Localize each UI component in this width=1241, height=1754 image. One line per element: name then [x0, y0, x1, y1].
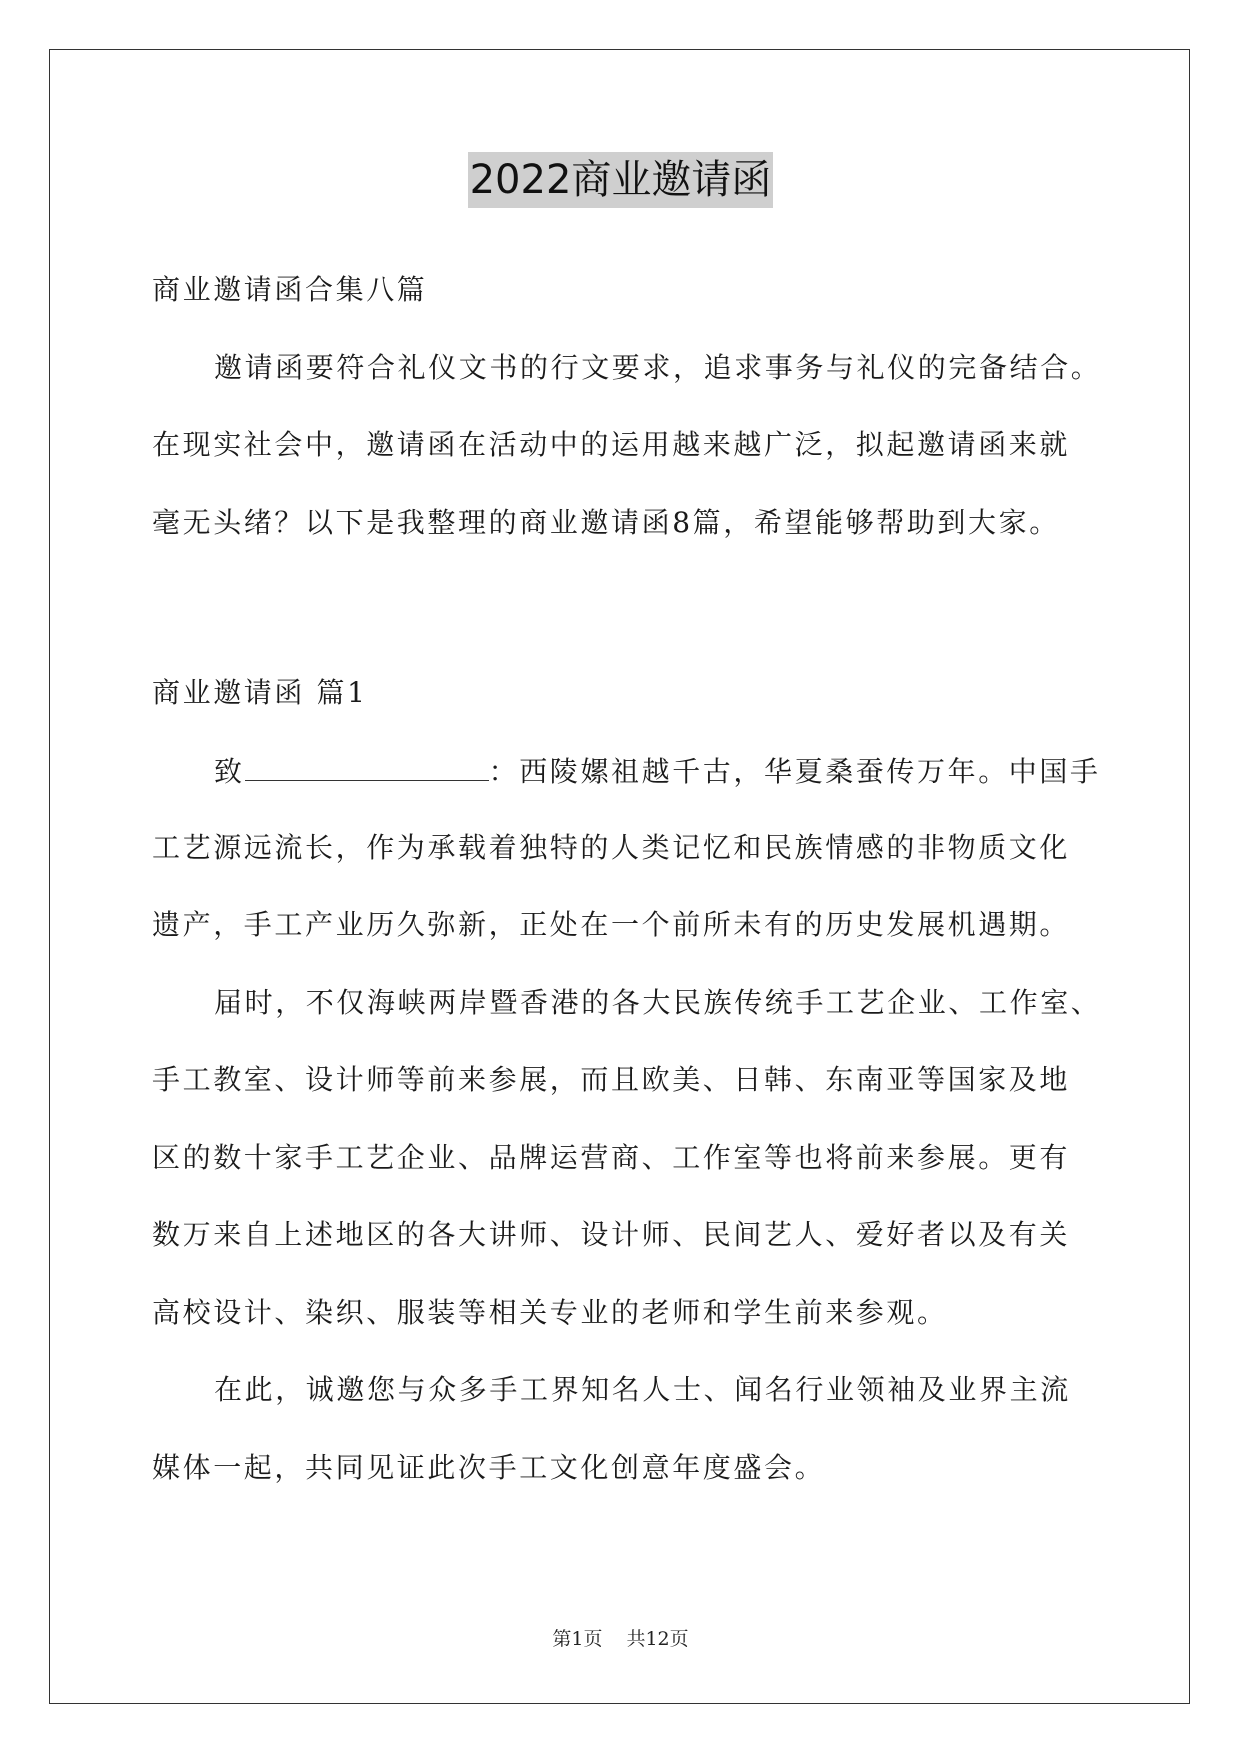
paragraph-1-line-3: 遗产，手工产业历久弥新，正处在一个前所未有的历史发展机遇期。: [152, 908, 1071, 941]
intro-line-3: 毫无头绪？以下是我整理的商业邀请函8篇，希望能够帮助到大家。: [152, 506, 1060, 539]
paragraph-1-first-line: [214, 750, 1101, 792]
paragraph-3-line-2: 媒体一起，共同见证此次手工文化创意年度盛会。: [152, 1451, 826, 1484]
page-footer: [0, 1626, 1241, 1652]
paragraph-2-line-2: 手工教室、设计师等前来参展，而且欧美、日韩、东南亚等国家及地: [152, 1063, 1071, 1096]
paragraph-2-line-5: 高校设计、染织、服装等相关专业的老师和学生前来参观。: [152, 1296, 948, 1329]
intro-line-2: 在现实社会中，邀请函在活动中的运用越来越广泛，拟起邀请函来就: [152, 428, 1071, 461]
paragraph-2-line-1: 届时，不仅海峡两岸暨香港的各大民族传统手工艺企业、工作室、: [214, 986, 1102, 1019]
paragraph-1-line-2: 工艺源远流长，作为承载着独特的人类记忆和民族情感的非物质文化: [152, 831, 1071, 864]
intro-line-1: 邀请函要符合礼仪文书的行文要求，追求事务与礼仪的完备结合。: [214, 351, 1102, 384]
paragraph-2-line-3: 区的数十家手工艺企业、品牌运营商、工作室等也将前来参展。更有: [152, 1141, 1071, 1174]
recipient-prefix: 致: [214, 755, 245, 788]
subtitle: 商业邀请函合集八篇: [152, 273, 428, 306]
title-area: [0, 152, 1241, 208]
document-title: 2022商业邀请函: [468, 152, 774, 208]
recipient-blank: [245, 750, 489, 781]
total-pages: 共12页: [626, 1628, 689, 1650]
paragraph-1-text: ：西陵嫘祖越千古，华夏桑蚕传万年。中国手: [488, 755, 1101, 788]
page-number: 第1页: [552, 1628, 603, 1650]
paragraph-3-line-1: 在此，诚邀您与众多手工界知名人士、闻名行业领袖及业界主流: [214, 1373, 1071, 1406]
paragraph-2-line-4: 数万来自上述地区的各大讲师、设计师、民间艺人、爱好者以及有关: [152, 1218, 1071, 1251]
section-heading: 商业邀请函 篇1: [152, 676, 368, 709]
